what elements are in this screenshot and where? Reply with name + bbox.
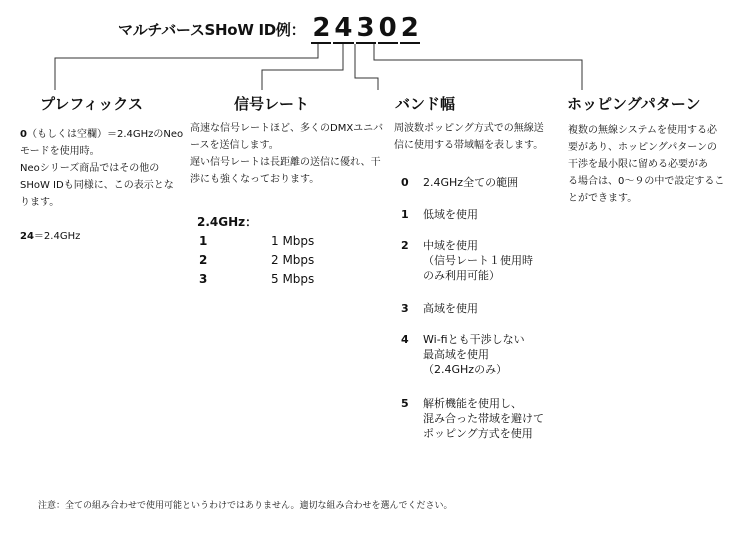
rate-row	[197, 251, 314, 270]
band-num: 5	[401, 397, 409, 410]
signal-rate-line1: 高速な信号レートほど、多くのDMXユニバ	[190, 123, 384, 134]
prefix-body	[20, 126, 185, 245]
band-text-line: （2.4GHzのみ）	[423, 363, 508, 376]
prefix-line4: SHoW IDも同様に、この表示とな	[20, 180, 174, 191]
band-text	[423, 396, 544, 441]
prefix-zero: 0	[20, 129, 27, 140]
id-digit-5: 2	[400, 13, 419, 43]
band-text	[423, 175, 518, 190]
band-text-line: 混み合った帯域を避けて	[423, 412, 544, 425]
band-body	[394, 120, 564, 154]
id-digits	[311, 14, 421, 44]
signal-rate-body	[190, 120, 390, 188]
band-text-line: 低域を使用	[423, 208, 478, 221]
prefix-heading: プレフィックス	[40, 95, 144, 113]
band-text-line: （信号レート１使用時	[423, 254, 533, 267]
band-text-line: 最高域を使用	[423, 348, 489, 361]
footer-note: 注意：全ての組み合わせで使用可能というわけではありません。適切な組み合わせを選んでください。	[38, 501, 453, 511]
band-item	[401, 332, 571, 377]
signal-rate-line2: ースを送信します。	[190, 140, 279, 151]
id-digit-3: 3	[356, 13, 375, 43]
band-text-line: 高域を使用	[423, 302, 478, 315]
band-item	[401, 301, 571, 316]
band-text-line: 解析機能を使用し、	[423, 397, 522, 410]
id-digit-4: 0	[378, 13, 397, 43]
connector-signal-rate	[262, 44, 343, 90]
prefix-example-code: 24	[20, 231, 34, 242]
title-label: マルチバースSHoW ID例：	[118, 21, 306, 39]
show-id-title	[118, 10, 422, 44]
band-item	[401, 207, 571, 222]
band-text-line: のみ利用可能）	[423, 269, 500, 282]
band-num: 2	[401, 239, 409, 252]
band-item	[401, 396, 571, 441]
signal-rate-heading: 信号レート	[234, 95, 310, 113]
signal-rate-line4: 渉にも強くなっております。	[190, 174, 320, 185]
hopping-line5: とができます。	[568, 193, 638, 204]
prefix-example-value: ＝2.4GHz	[33, 231, 81, 242]
band-text	[423, 238, 533, 283]
hopping-heading: ホッピングパターン	[567, 95, 701, 113]
band-heading: バンド幅	[395, 95, 456, 113]
rate-row	[197, 232, 314, 251]
id-digit-2: 4	[334, 13, 353, 43]
prefix-line2: モードを使用時。	[20, 146, 100, 157]
hopping-line1: 複数の無線システムを使用する必	[568, 125, 717, 136]
connector-prefix	[55, 44, 318, 90]
hopping-body	[568, 122, 738, 207]
rate-value: 1 Mbps	[271, 234, 315, 248]
rate-num: 3	[199, 272, 208, 286]
rate-value: 5 Mbps	[271, 272, 315, 286]
prefix-line1: （もしくは空欄）＝2.4GHzのNeo	[26, 129, 184, 140]
rate-num: 2	[199, 253, 208, 267]
band-text	[423, 301, 478, 316]
band-line1: 周波数ポッピング方式での無線送	[394, 123, 544, 134]
id-digit-1: 2	[312, 13, 331, 43]
connector-band	[355, 44, 378, 90]
band-text	[423, 332, 525, 377]
prefix-line3: Neoシリーズ商品ではその他の	[20, 163, 160, 174]
band-num: 0	[401, 176, 409, 189]
rate-table-header: 2.4GHz：	[197, 215, 258, 229]
rate-num: 1	[199, 234, 208, 248]
band-text	[423, 207, 478, 222]
rate-row	[197, 270, 314, 289]
rate-value: 2 Mbps	[271, 253, 315, 267]
band-text-line: 2.4GHz全ての範囲	[423, 176, 519, 189]
band-line2: 信に使用する帯域幅を表します。	[394, 140, 544, 151]
band-text-line: Wi-fiとも干渉しない	[423, 333, 525, 346]
band-num: 1	[401, 208, 409, 221]
hopping-line3: 干渉を最小限に留める必要があ	[568, 159, 708, 170]
signal-rate-table	[197, 213, 314, 289]
hopping-line2: 要があり、ホッピングパターンの	[568, 142, 717, 153]
prefix-line5: ります。	[20, 197, 60, 208]
band-num: 4	[401, 333, 409, 346]
band-text-line: 中域を使用	[423, 239, 478, 252]
signal-rate-line3: 遅い信号レートは長距離の送信に優れ、干	[190, 157, 381, 168]
band-text-line: ポッピング方式を使用	[423, 427, 533, 440]
band-item	[401, 175, 571, 190]
band-num: 3	[401, 302, 409, 315]
connector-hopping	[374, 44, 582, 90]
hopping-line4: る場合は、0～９の中で設定するこ	[568, 176, 725, 187]
band-item	[401, 238, 571, 283]
